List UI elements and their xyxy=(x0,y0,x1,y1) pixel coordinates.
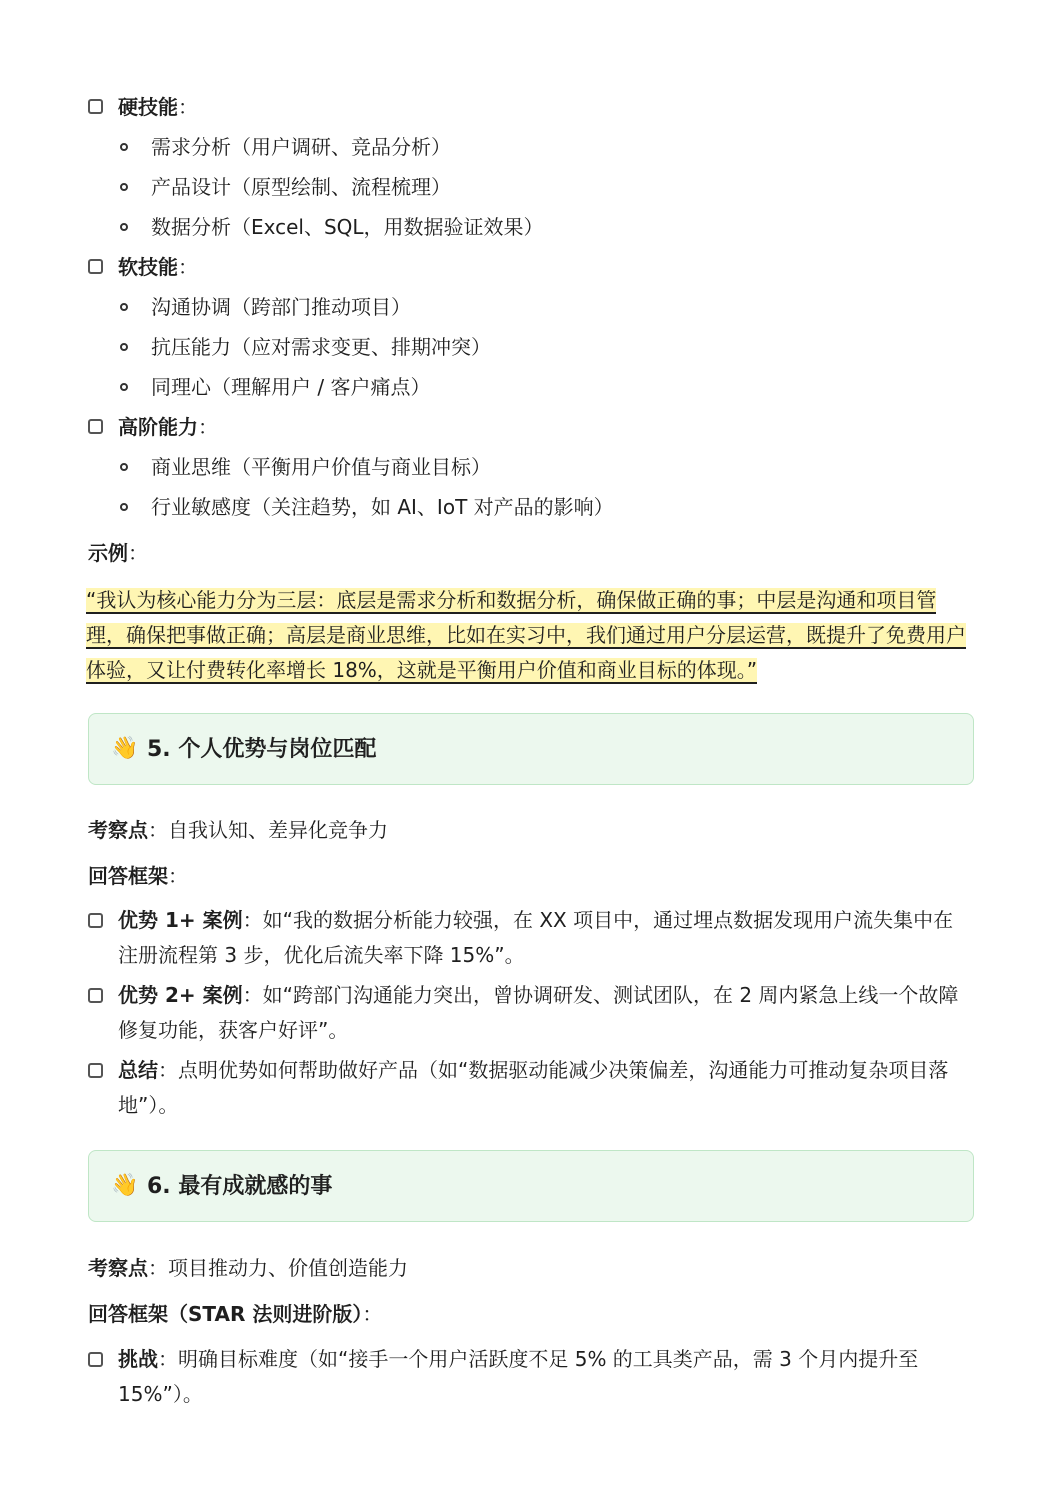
section-title: 6. 最有成就感的事 xyxy=(147,1174,333,1199)
waving-hand-icon: 👋 xyxy=(111,736,139,761)
example-heading: 示例： xyxy=(88,541,148,565)
bullet-icon xyxy=(120,303,128,311)
document-page: 硬技能： 需求分析（用户调研、竞品分析） 产品设计（原型绘制、流程梳理） 数据分析（Excel、SQL，用数据验证效果） 软技能： 沟通协调（跨部门推动项目） 抗压能力（应对需求变更、排期冲突） 同理心（理解用户 / 客户痛点） 高阶能力： 商业思维（平衡用户价值与商业目标） 行业敏感度（关注趋势，如 AI、IoT 对产品的影响） 示例： “我认为核心能力分为三层：底层是需求分析和数据分析，确保做正确的事；中层是沟通和项目管理，确保把事做正确；高层是商业思维，比如在实习中，我们通过用户分层运营，既提升了免费用户体验，又让付费转化率增长 18%，这就是平衡用户价值和商业目标的体现。” 👋 5. 个人优势与岗位匹配 考察点：自我认知、差异化竞争力 回答框架： 优势 1+ 案例：如“我的数据分析能力较强，在 XX 项目中，通过埋点数据发现用户流失集中在注册流程第 3 步，优化后流失率下降 15%”。 优势 2+ 案例：如“跨部门沟通能力突出，曾协调研发、测试团队，在 2 周内紧急上线一个故障修复功能，获客户好评”。 总结：点明优势如何帮助做好产品（如“数据驱动能减少决策偏差，沟通能力可推动复杂项目落地”）。 👋 6. 最有成就感的事 考察点：项目推动力、价值创造能力 回答框架（STAR 法则进阶版）： 挑战：明确目标难度（如“接手一个用户活跃度不足 5% 的工具类产品，需 3 个月内提升至 15%”）。 xyxy=(0,0,1062,1500)
framework-heading: 回答框架（STAR 法则进阶版）： xyxy=(88,1302,383,1326)
bullet-icon xyxy=(120,143,128,151)
waving-hand-icon: 👋 xyxy=(111,1173,139,1198)
checkbox[interactable] xyxy=(88,913,103,928)
bullet-icon xyxy=(120,503,128,511)
checklist-label: 软技能 xyxy=(118,255,178,279)
bullet-icon xyxy=(120,463,128,471)
section-heading-6 xyxy=(88,1150,974,1222)
checkbox[interactable] xyxy=(88,99,103,114)
focus-line: 考察点：项目推动力、价值创造能力 xyxy=(88,1256,408,1280)
checkbox[interactable] xyxy=(88,419,103,434)
checkbox[interactable] xyxy=(88,1063,103,1078)
focus-line: 考察点：自我认知、差异化竞争力 xyxy=(88,818,388,842)
bullet-icon xyxy=(120,343,128,351)
framework-heading: 回答框架： xyxy=(88,864,188,888)
bullet-icon xyxy=(120,183,128,191)
checklist-label: 高阶能力 xyxy=(118,415,198,439)
checkbox[interactable] xyxy=(88,259,103,274)
section-heading-5 xyxy=(88,713,974,785)
example-quote: “我认为核心能力分为三层：底层是需求分析和数据分析，确保做正确的事；中层是沟通和项目管理，确保把事做正确；高层是商业思维，比如在实习中，我们通过用户分层运营，既提升了免费用户体验，又让付费转化率增长 18%，这就是平衡用户价值和商业目标的体现。” xyxy=(86,588,966,682)
bullet-icon xyxy=(120,223,128,231)
bullet-icon xyxy=(120,383,128,391)
section-title: 5. 个人优势与岗位匹配 xyxy=(147,737,377,762)
checkbox[interactable] xyxy=(88,1352,103,1367)
checkbox[interactable] xyxy=(88,988,103,1003)
checklist-label: 硬技能 xyxy=(118,95,178,119)
